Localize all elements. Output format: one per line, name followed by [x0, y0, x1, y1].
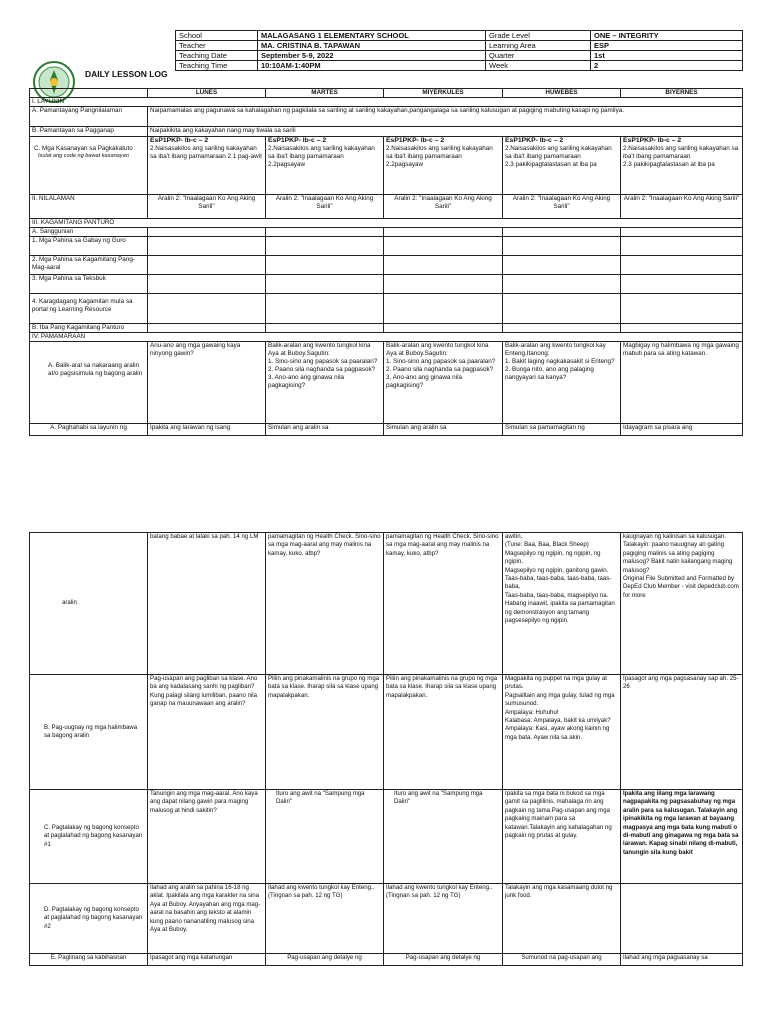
row-pagtalakay-1	[30, 790, 743, 884]
paghahabi-cont-cell: pamamagitan ng Health Check. Sino-sino sa mga mag-aaral ang may malinis na kamay, kuko, atbp?	[266, 533, 384, 675]
competency-text: 2.Naisasakilos ang sariling kakayahan sa iba't ibang pamamaraan 2.3 pakikipagtalastasan at iba pa	[623, 145, 739, 168]
aralin-label: aralin	[62, 599, 77, 607]
paguugnay-cell: Piliin ang pinakamalinis na grupo ng mga bata sa klase. Iharap sila sa klase upang mapalakpakan.	[384, 675, 503, 790]
kasanayan-cell	[621, 137, 743, 195]
nilalaman-cell: Aralin 2: "Inaalagaan Ko Ang Aking Sarili"	[148, 195, 266, 219]
header-value: September 5-9, 2022	[258, 51, 486, 61]
header-value: 10:10AM-1:40PM	[258, 61, 486, 71]
page-1	[0, 28, 768, 468]
paghahabi-cell: Simulan sa pamamagitan ng	[503, 424, 621, 436]
pagtalakay2-cell: Ilahad ang aralin sa pahina 16-18 ng aklat. Ipakilala ang mga karakter na sina Aya at Buboy. Anyayahan ang mga mag-aaral na basahin ang teksto at alamin kung paano nananatiling malusog sina Aya at Buboy.	[148, 884, 266, 954]
kasanayan-cell	[503, 137, 621, 195]
pagtalakay2-cell: Talakayin ang mga kasamaang dulot ng junk food.	[503, 884, 621, 954]
pagtalakay2-cell	[621, 884, 743, 954]
paghahabi-cell: Simulan ang aralin sa	[266, 424, 384, 436]
page-2	[0, 528, 768, 978]
row-paghahabi	[30, 424, 743, 436]
header-row	[176, 31, 743, 41]
paglinang-cell: Pag-usapan ang detalye ng	[266, 954, 384, 966]
row-content: Naipakikita ang kakayahan nang may tiwala sa sarili	[148, 127, 743, 137]
row-label: 4. Karagdagang Kagamitan mula sa portal ng Learning Resource	[30, 294, 148, 324]
header-key: Learning Area	[486, 41, 591, 51]
balik-cell: Magbigay ng halimbawa ng mga gawaing mabuti para sa ating katawan.	[621, 342, 743, 424]
paghahabi-cell: Idayagram sa pisara ang	[621, 424, 743, 436]
kasanayan-label: C. Mga Kasanayan sa Pagkakatuto	[34, 145, 133, 152]
header-value: ONE – INTEGRITY	[591, 31, 743, 41]
day-header-row	[30, 89, 743, 98]
day-header: BIYERNES	[621, 89, 743, 98]
nilalaman-cell: Aralin 2: "Inaalagaan Ko Ang Aking Sarili"	[266, 195, 384, 219]
competency-code: EsP1PKP- Ib-c – 2	[150, 137, 209, 144]
pagtalakay2-cell: Ilahad ang kwento tungkol kay Enteng..(Tingnan sa pah. 12 ng TG)	[266, 884, 384, 954]
row-label	[30, 342, 148, 424]
pagtalakay1-label: C. Pagtalakay ng bagong konsepto at paglalahad ng bagong kasanayan #1	[44, 823, 143, 848]
competency-text: 2.Naisasakilos ang sariling kakayahan sa iba't ibang pamamaraan 2.2pagsayaw	[386, 145, 493, 168]
paguugnay-cell: Pag-usapan ang pagliban sa klase. Ano ba ang kadalasang sanhi ng pagliban? Kung palagi silang lumiliban, paano nila ganap na mauunawaan ang aralin?	[148, 675, 266, 790]
row-label: B. Iba Pang Kagamitang Panturo	[30, 324, 148, 333]
competency-text: 2.Naisasakilos ang sariling kakayahan sa iba't ibang pamamaraan 2.3 pakikipagtalastasan at iba pa	[505, 145, 612, 168]
header-row	[176, 51, 743, 61]
header-key: Week	[486, 61, 591, 71]
row-paghahabi-cont	[30, 533, 743, 675]
row-gabay-guro	[30, 237, 743, 256]
header-row	[176, 41, 743, 51]
row-label	[30, 533, 148, 675]
paglinang-cell: Pag-usapan ang detalye ng	[384, 954, 503, 966]
row-label: E. Paglinang sa kabihasnan	[30, 954, 148, 966]
section-label: I. LAYUNIN	[30, 98, 743, 107]
header-value: MA. CRISTINA B. TAPAWAN	[258, 41, 486, 51]
row-label: 2. Mga Pahina sa Kagamitang Pang-Mag-aaral	[30, 256, 148, 275]
paguugnay-label: B. Pag-uugnay ng mga halimbawa sa bagong aralin	[44, 723, 138, 739]
balik-cell: Balik-aralan ang kwento tungkol kina Aya at Buboy.Sagutin: 1. Sino-sino ang papasok sa paaralan? 2. Paano sila naghanda sa pagpasok? 3. Ano-ano ang ginawa nila pagkagising?	[266, 342, 384, 424]
row-label: A. Sanggunian	[30, 228, 148, 237]
row-label	[30, 884, 148, 954]
paguugnay-cell: Magpakita ng puppet na mga gulay at prutas. Pagsalitain ang mga gulay, tulad ng mga sumusunod. Ampalaya: Huhuhu! Kalabasa: Ampalaya, bakit ka umiiyak? Ampalaya: Kasi, ayaw akong kainin ng mga bata. Ayaw nila sa akin.	[503, 675, 621, 790]
row-karagdagang-kagamitan	[30, 294, 743, 324]
row-nilalaman	[30, 195, 743, 219]
paglinang-cell: Ipasagot ang mga katanungan	[148, 954, 266, 966]
row-label: B. Pamantayan sa Pagganap	[30, 127, 148, 137]
lesson-table-page2	[29, 532, 743, 966]
row-sanggunian	[30, 228, 743, 237]
section-label: III. KAGAMITANG PANTURO	[30, 219, 743, 228]
competency-text: 2.Naisasakilos ang sariling kakayahan sa iba't ibang pamamaraan 2.2pagsayaw	[268, 145, 375, 168]
paghahabi-cont-cell: kaugnayan ng kalinisan sa kalusugan. Talakayin: paano nauugnay an gating pagiging malinis sa ating pagiging malusog? Bakit natin kailangang maging malusog? Original File Submitted and Formatted by DepEd Club Member - visit depedclub.com for more	[621, 533, 743, 675]
header-key: Quarter	[486, 51, 591, 61]
section-label: IV. PAMAMARAAN	[30, 333, 743, 342]
row-paguugnay	[30, 675, 743, 790]
header-value: 2	[591, 61, 743, 71]
nilalaman-cell: Aralin 2: "Inaalagaan Ko Ang Aking Sarili"	[384, 195, 503, 219]
row-paglinang	[30, 954, 743, 966]
row-iba-pang-kagamitan	[30, 324, 743, 333]
header-key: Teaching Time	[176, 61, 258, 71]
row-label: A. Paghahabi sa layunin ng	[30, 424, 148, 436]
row-teksbuk	[30, 275, 743, 294]
day-header: HUWEBES	[503, 89, 621, 98]
row-kagamitang-mag-aaral	[30, 256, 743, 275]
pagtalakay1-cell: Tanungin ang mga mag-aaral. Ano kaya ang dapat nilang gawin para maging malusog at hindi sakitin?	[148, 790, 266, 884]
pagtalakay1-cell: Ipakita ang iilang mga larawang nagpapakita ng pagsasabuhay ng mga aralin para sa kalusugan. Talakayin ang ipinakikita ng mga larawan at bayaang magpasya ang mga bata kung mabuti o di-mabuti ang ginagawa ng mga bata sa larawan. Kapag sinabi nilang di-mabuti, tanungin sila kung bakit	[621, 790, 743, 884]
paghahabi-cell: Ipakita ang larawan ng isang	[148, 424, 266, 436]
competency-code: EsP1PKP- Ib-c – 2	[505, 137, 564, 144]
header-key: Grade Level	[486, 31, 591, 41]
paghahabi-cont-cell: pamamagitan ng Health Check. Sino-sino sa mga mag-aaral ang may malinis na kamay, kuko, atbp?	[384, 533, 503, 675]
section-row	[30, 333, 743, 342]
balik-cell: Anu-ano ang mga gawaing kaya ninyong gawin?	[148, 342, 266, 424]
row-pagtalakay-2	[30, 884, 743, 954]
row-balik-aral	[30, 342, 743, 424]
day-header: LUNES	[148, 89, 266, 98]
row-label: II. NILALAMAN	[30, 195, 148, 219]
header-value: ESP	[591, 41, 743, 51]
row-content: Naipamamalas ang pagunawa sa kahalagahan ng pagkilala sa sariling at sariling kakayahan,pangangalaga sa sariling kalusugan at pagiging mabuting kasapi ng pamilya.	[148, 107, 743, 127]
balik-cell: Balik-aralan ang kwento tungkol kay Enteng.Itanong: 1. Bakit laging nagkakasakit si Enteng? 2. Bunga nito, ano ang palaging nangyayari sa kanya?	[503, 342, 621, 424]
competency-code: EsP1PKP- Ib-c – 2	[623, 137, 682, 144]
pagtalakay2-label: D. Pagtalakay ng bagong konsepto at paglalahad ng bagong kasanayan #2	[44, 905, 143, 930]
pagtalakay1-cell: Ituro ang awit na "Sampung mga Daliri"	[384, 790, 503, 884]
header-row	[176, 61, 743, 71]
header-value: 1st	[591, 51, 743, 61]
paghahabi-cont-cell: awitin. (Tune: Baa, Baa, Black Sheep) Magsepilyo ng ngipin, ng ngipin, ng ngipin, Magsepilyo ng ngipin, ganitong gawin. Taas-baba, taas-baba, taas-baba, taas-baba, Taas-baba, taas-baba, magsepilyo na. Habang inaawit, ipakita sa pamamagitan ng demonstrasyon ang tamang pagsesepilyo ng ngipin.	[503, 533, 621, 675]
row-label	[30, 790, 148, 884]
section-row	[30, 98, 743, 107]
row-kasanayan	[30, 137, 743, 195]
log-title: DAILY LESSON LOG	[85, 69, 168, 79]
row-label	[30, 137, 148, 195]
pagtalakay1-cell: Ipakita sa mga bata ni bukod sa mga gamit sa paglilinis, mahalaga rin ang pagkain ng tama.Pag-usapan ang mga pagkaing mainam para sa katawan.Talakayin ang kahalagahan ng pagkain ng prutas at gulay.	[503, 790, 621, 884]
row-label: 3. Mga Pahina sa Teksbuk	[30, 275, 148, 294]
nilalaman-cell: Aralin 2: "Inaalagaan Ko Ang Aking Sarili"	[503, 195, 621, 219]
day-header: MIYERKULES	[384, 89, 503, 98]
header-key: Teacher	[176, 41, 258, 51]
header-table	[175, 30, 743, 71]
header-key: School	[176, 31, 258, 41]
paguugnay-cell: Piliin ang pinakamalinis na grupo ng mga bata sa klase. Iharap sila sa klase upang mapalakpakan.	[266, 675, 384, 790]
balik-cell: Balik-aralan ang kwento tungkol kina Aya at Buboy.Sagutin: 1. Sino-sino ang papasok sa paaralan? 2. Paano sila naghanda sa pagpasok? 3. Ano-ano ang ginawa nila pagkagising?	[384, 342, 503, 424]
paglinang-cell: Ilahad ang mga pagsasanay sa	[621, 954, 743, 966]
competency-code: EsP1PKP- Ib-c – 2	[386, 137, 445, 144]
kasanayan-note: Isulat ang code ng bawat kasanayan	[38, 153, 129, 159]
row-label	[30, 675, 148, 790]
competency-code: EsP1PKP- Ib-c – 2	[268, 137, 327, 144]
kasanayan-cell	[148, 137, 266, 195]
header-value: MALAGASANG 1 ELEMENTARY SCHOOL	[258, 31, 486, 41]
pagtalakay1-cell: Ituro ang awit na "Sampung mga Daliri"	[266, 790, 384, 884]
section-row	[30, 219, 743, 228]
nilalaman-cell: Aralin 2: "Inaalagaan Ko Ang Aking Sarili"	[621, 195, 743, 219]
header-key: Teaching Date	[176, 51, 258, 61]
row-label: A. Pamantayang Pangnilalaman	[30, 107, 148, 127]
kasanayan-cell	[384, 137, 503, 195]
paghahabi-cell: Simulan ang aralin sa	[384, 424, 503, 436]
competency-text: 2.Naisasakilos ang sariling kakayahan sa iba't ibang pamamaraan 2.1 pag-awit	[150, 145, 262, 160]
row-pamantayang-pangnilalaman	[30, 107, 743, 127]
row-label: 1. Mga Pahina sa Gabay ng Guro	[30, 237, 148, 256]
lesson-table-page1	[29, 88, 743, 436]
kasanayan-cell	[266, 137, 384, 195]
paghahabi-cont-cell: batang babae at lalaki sa pah. 14 ng LM	[148, 533, 266, 675]
balik-aral-label: A. Balik-aral sa nakaraang aralin at/o pagsisimula ng bagong aralin	[48, 362, 143, 377]
pagtalakay2-cell: Ilahad ang kwento tungkol kay Enteng..(Tingnan sa pah. 12 ng TG)	[384, 884, 503, 954]
row-pamantayan-pagganap	[30, 127, 743, 137]
paguugnay-cell: Ipasagot ang mga pagsasanay sap ah. 25-26	[621, 675, 743, 790]
day-header: MARTES	[266, 89, 384, 98]
paglinang-cell: Sumunod na pag-usapan ang	[503, 954, 621, 966]
